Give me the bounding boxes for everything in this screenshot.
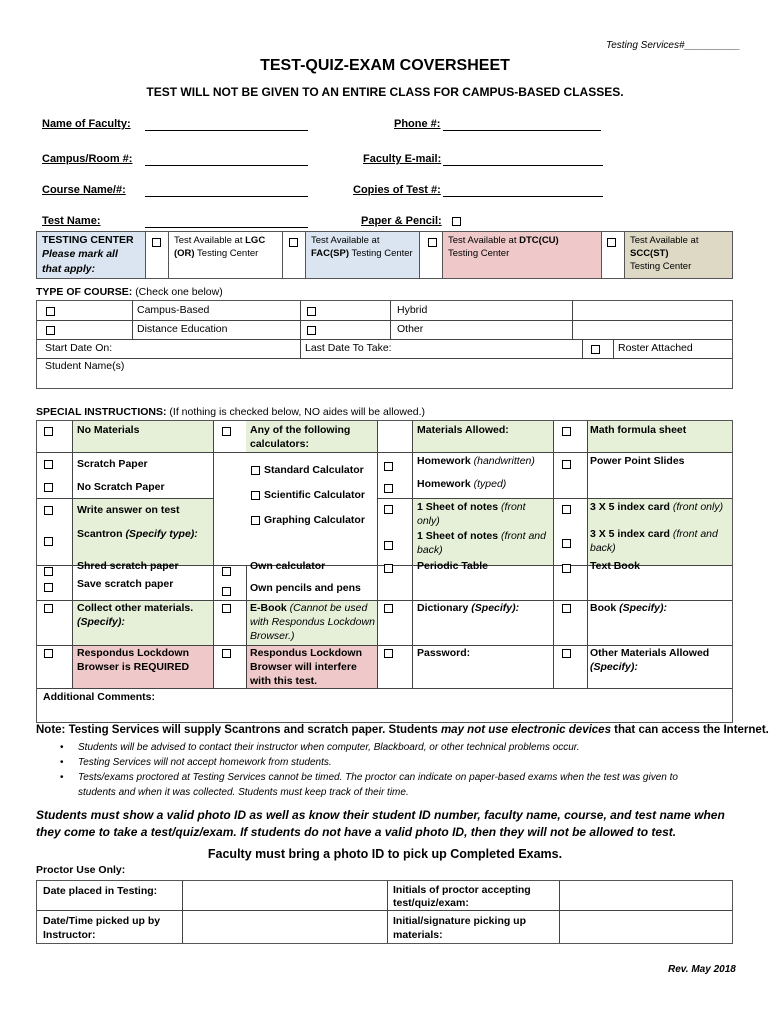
index-front-label: [590, 500, 732, 514]
index-both-label: [590, 527, 732, 555]
distance-label: Distance Education: [137, 323, 228, 335]
testing-center-row: [36, 231, 733, 279]
ebook-text: E-Book: [250, 602, 287, 614]
no-scratch-label: No Scratch Paper: [77, 481, 165, 493]
distance-checkbox[interactable]: [46, 326, 55, 335]
collect-specify: (Specify):: [77, 616, 125, 628]
notes-both-note: (front and back): [417, 530, 546, 556]
campus-based-checkbox[interactable]: [46, 307, 55, 316]
dtc-code: DTC(CU): [519, 235, 559, 246]
date-placed-label: Date placed in Testing:: [43, 885, 158, 897]
text-book-label: Text Book: [590, 560, 640, 572]
notes-both-checkbox[interactable]: [384, 541, 393, 550]
paper-pencil-checkbox[interactable]: [452, 217, 461, 226]
own-calc-checkbox[interactable]: [222, 567, 231, 576]
signature-label: Initial/signature picking up materials:: [393, 915, 527, 941]
index-both-checkbox[interactable]: [562, 539, 571, 548]
course-type-heading: [36, 286, 223, 298]
page-title: TEST-QUIZ-EXAM COVERSHEET: [260, 57, 510, 74]
roster-checkbox[interactable]: [591, 345, 600, 354]
write-answer-checkbox[interactable]: [44, 506, 53, 515]
notes-front-checkbox[interactable]: [384, 505, 393, 514]
book-text: Book: [590, 602, 617, 614]
shred-checkbox[interactable]: [44, 567, 53, 576]
testing-center-note: Please mark all that apply:: [42, 248, 118, 275]
homework-hand-note: (handwritten): [473, 455, 535, 467]
testing-center-title: TESTING CENTER: [42, 234, 134, 246]
date-placed-field[interactable]: [183, 881, 387, 910]
no-materials-label: No Materials: [77, 424, 140, 436]
photo-id-notice: Students must show a valid photo ID as well as know their student ID number, faculty name, course, and test name when they come to take a test/quiz/exam. If students do not have a valid photo ID, then they will not be allowed to test.: [36, 808, 725, 839]
note-bullet: • Tests/exams proctored at Testing Services cannot be timed. The proctor can indicate on paper-based exams when the test was given to students and when it was collected. Students must keep track of their time.: [52, 770, 712, 800]
copies-of-test-label: Copies of Test #:: [353, 184, 441, 196]
text-book-checkbox[interactable]: [562, 564, 571, 573]
scc-code: SCC(ST): [630, 248, 669, 259]
save-scratch-label: Save scratch paper: [77, 578, 174, 590]
notes-list: [52, 740, 712, 800]
phone-field[interactable]: [443, 130, 601, 131]
standard-calc-label: Standard Calculator: [264, 464, 364, 476]
scc-pre: Test Available at: [630, 235, 699, 246]
dtc-tail: Testing Center: [448, 248, 510, 259]
scientific-calc-label: Scientific Calculator: [264, 489, 365, 501]
scantron-text: Scantron: [77, 528, 123, 540]
scratch-paper-label: Scratch Paper: [77, 458, 148, 470]
faculty-photo-id-notice: Faculty must bring a photo ID to pick up Completed Exams.: [207, 847, 563, 861]
no-scratch-checkbox[interactable]: [44, 483, 53, 492]
testing-services-number[interactable]: Testing Services#__________: [606, 40, 741, 51]
homework-typed-label: [417, 477, 506, 491]
course-name-field[interactable]: [145, 196, 308, 197]
scc-tail: Testing Center: [630, 261, 692, 272]
note-bullet: • Students will be advised to contact their instructor when computer, Blackboard, or other technical problems occur.: [52, 740, 712, 755]
respondus-required-label: Respondus Lockdown Browser is REQUIRED: [77, 647, 190, 673]
fac-code: FAC(SP): [311, 248, 349, 259]
lgc-or: (OR): [174, 248, 195, 259]
index-both-note: (front and back): [590, 528, 718, 554]
materials-allowed-label: Materials Allowed:: [417, 424, 509, 436]
fac-option: [306, 232, 420, 278]
test-name-label: Test Name:: [42, 215, 101, 227]
date-picked-label: Date/Time picked up by Instructor:: [43, 915, 161, 941]
faculty-email-field[interactable]: [443, 165, 603, 166]
math-formula-label: Math formula sheet: [590, 424, 687, 436]
notes-front-label: [417, 500, 551, 528]
name-of-faculty-label: Name of Faculty:: [42, 118, 131, 130]
math-formula-checkbox[interactable]: [562, 427, 571, 436]
index-both-text: 3 X 5 index card: [590, 528, 670, 540]
other-course-checkbox[interactable]: [307, 326, 316, 335]
phone-label: Phone #:: [394, 118, 441, 130]
lgc-checkbox[interactable]: [152, 238, 161, 247]
own-pencils-label: Own pencils and pens: [250, 582, 361, 594]
date-picked-field[interactable]: [183, 911, 387, 943]
ebook-note: (Cannot be used with Respondus Lockdown Browser.): [250, 602, 375, 642]
testing-center-cell: [37, 232, 146, 278]
collect-other-text: Collect other materials.: [77, 602, 194, 614]
copies-of-test-field[interactable]: [443, 196, 603, 197]
shred-label: Shred scratch paper: [77, 560, 179, 572]
graphing-calc-checkbox[interactable]: [251, 516, 260, 525]
scratch-paper-checkbox[interactable]: [44, 460, 53, 469]
course-type-grid: [36, 300, 733, 389]
campus-room-field[interactable]: [145, 165, 308, 166]
lgc-tail: Testing Center: [194, 248, 259, 259]
standard-calc-checkbox[interactable]: [251, 466, 260, 475]
additional-comments-field[interactable]: Additional Comments:: [43, 691, 155, 703]
campus-based-label: Campus-Based: [137, 304, 210, 316]
notes-front-note: (front only): [417, 501, 526, 527]
scantron-label: [77, 527, 198, 541]
revision-date: Rev. May 2018: [668, 964, 736, 975]
test-name-field[interactable]: [145, 227, 308, 228]
book-checkbox[interactable]: [562, 604, 571, 613]
scientific-calc-checkbox[interactable]: [251, 491, 260, 500]
collect-other-checkbox[interactable]: [44, 604, 53, 613]
ebook-label: [250, 601, 376, 643]
proctor-label: Proctor Use Only:: [36, 864, 126, 876]
name-of-faculty-field[interactable]: [145, 130, 308, 131]
power-point-label: Power Point Slides: [590, 455, 685, 467]
lgc-code: LGC: [245, 235, 266, 246]
course-name-label: Course Name/#:: [42, 184, 126, 196]
start-date-label[interactable]: Start Date On:: [45, 342, 113, 354]
dictionary-text: Dictionary: [417, 602, 469, 614]
other-materials-text: Other Materials Allowed: [590, 647, 710, 659]
hybrid-checkbox[interactable]: [307, 307, 316, 316]
respondus-interfere-label: Respondus Lockdown Browser will interfere with this test.: [250, 647, 363, 687]
proctor-table: [36, 880, 733, 944]
password-checkbox[interactable]: [384, 649, 393, 658]
special-instructions-heading: [36, 406, 425, 418]
course-type-label: TYPE OF COURSE:: [36, 286, 133, 298]
own-pencils-checkbox[interactable]: [222, 587, 231, 596]
campus-room-label: Campus/Room #:: [42, 153, 133, 165]
note-line: [36, 724, 769, 736]
faculty-email-label: Faculty E-mail:: [363, 153, 442, 165]
signature-field[interactable]: [560, 911, 732, 943]
hybrid-label: Hybrid: [397, 304, 428, 316]
index-front-note: (front only): [672, 501, 724, 513]
book-label: [590, 601, 667, 615]
dtc-pre: Test Available at: [448, 235, 520, 246]
homework-hand-label: [417, 454, 535, 468]
fac-pre: Test Available at: [311, 235, 380, 246]
homework-hand-checkbox[interactable]: [384, 462, 393, 471]
lgc-pre: Test Available at: [174, 235, 246, 246]
homework-typed-checkbox[interactable]: [384, 484, 393, 493]
notes-both-label: [417, 529, 551, 557]
scantron-checkbox[interactable]: [44, 537, 53, 546]
scantron-note: (Specify type):: [125, 528, 198, 540]
note-italic: may not use electronic devices: [440, 724, 611, 736]
any-calculators-label: Any of the following calculators:: [250, 424, 351, 450]
homework-typed-note: (typed): [473, 478, 507, 490]
password-label: Password:: [417, 647, 471, 659]
special-hint: (If nothing is checked below, NO aides will be allowed.): [169, 406, 426, 418]
dictionary-note: (Specify):: [471, 602, 520, 614]
homework-hand-text: Homework: [417, 455, 471, 467]
page-subtitle: TEST WILL NOT BE GIVEN TO AN ENTIRE CLASS FOR CAMPUS-BASED CLASSES.: [146, 85, 624, 99]
respondus-required-checkbox[interactable]: [44, 649, 53, 658]
homework-typed-text: Homework: [417, 478, 471, 490]
periodic-label: Periodic Table: [417, 560, 488, 572]
lgc-option: [169, 232, 283, 278]
collect-other-label: [77, 601, 211, 629]
index-front-text: 3 X 5 index card: [590, 501, 670, 513]
fac-checkbox[interactable]: [289, 238, 298, 247]
dictionary-checkbox[interactable]: [384, 604, 393, 613]
scc-checkbox[interactable]: [607, 238, 616, 247]
write-answer-label: Write answer on test: [77, 504, 180, 516]
fac-tail: Testing Center: [349, 248, 413, 259]
other-materials-checkbox[interactable]: [562, 649, 571, 658]
special-label: SPECIAL INSTRUCTIONS:: [36, 406, 167, 418]
student-names-field[interactable]: Student Name(s): [45, 360, 125, 372]
last-date-label[interactable]: Last Date To Take:: [305, 342, 392, 354]
roster-label: Roster Attached: [618, 342, 693, 354]
any-calculators-checkbox[interactable]: [222, 427, 231, 436]
power-point-checkbox[interactable]: [562, 460, 571, 469]
note-lead: Note: Testing Services will supply Scantrons and scratch paper. Students: [36, 724, 441, 736]
respondus-interfere-checkbox[interactable]: [222, 649, 231, 658]
other-materials-specify: (Specify):: [590, 661, 638, 673]
save-scratch-checkbox[interactable]: [44, 583, 53, 592]
dtc-checkbox[interactable]: [428, 238, 437, 247]
paper-pencil-label: Paper & Pencil:: [361, 215, 442, 227]
other-materials-label: [590, 646, 732, 674]
dtc-option: [443, 232, 602, 278]
special-instructions-grid: [36, 420, 733, 723]
index-front-checkbox[interactable]: [562, 505, 571, 514]
course-type-hint: (Check one below): [135, 286, 223, 298]
other-course-label: Other: [397, 323, 424, 335]
note-tail: that can access the Internet.: [610, 724, 769, 736]
periodic-checkbox[interactable]: [384, 564, 393, 573]
initials-field[interactable]: [560, 881, 732, 910]
notes-front-text: 1 Sheet of notes: [417, 501, 499, 513]
dictionary-label: [417, 601, 519, 615]
graphing-calc-label: Graphing Calculator: [264, 514, 365, 526]
note-bullet: • Testing Services will not accept homework from students.: [52, 755, 712, 770]
own-calc-label: Own calculator: [250, 560, 326, 572]
scc-option: [625, 232, 732, 278]
ebook-checkbox[interactable]: [222, 604, 231, 613]
book-note: (Specify):: [619, 602, 668, 614]
notes-both-text: 1 Sheet of notes: [417, 530, 499, 542]
initials-label: Initials of proctor accepting test/quiz/exam:: [393, 884, 531, 909]
no-materials-checkbox[interactable]: [44, 427, 53, 436]
